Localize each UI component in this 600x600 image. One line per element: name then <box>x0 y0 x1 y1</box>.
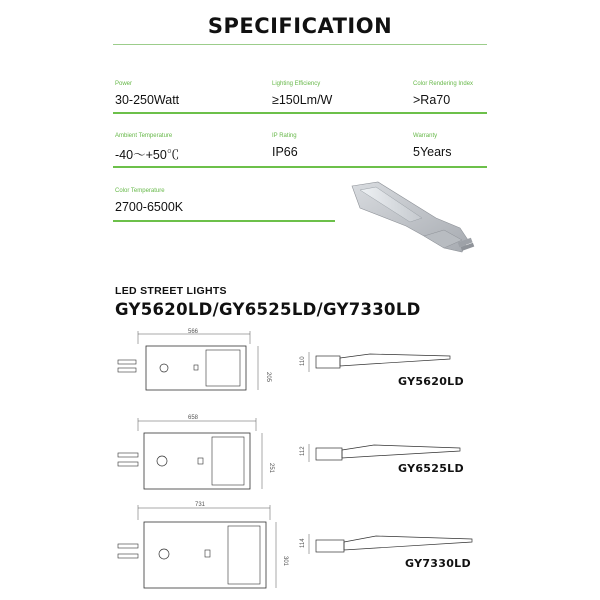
spec-value-warranty: 5Years <box>413 145 452 159</box>
spec-row-divider <box>113 220 335 222</box>
spec-value-cct: 2700-6500K <box>115 200 184 214</box>
top-view-drawing-gy5620ld <box>110 328 280 398</box>
top-view-drawing-gy7330ld <box>110 498 290 593</box>
spec-row-divider <box>113 112 487 114</box>
title-underline <box>113 44 487 45</box>
model-label-gy6525ld: GY6525LD <box>398 462 464 475</box>
dimension-length: 658 <box>188 415 199 421</box>
spec-value-cri: >Ra70 <box>413 93 451 107</box>
spec-value-ambient: -40〜+50℃ <box>115 148 180 162</box>
dimension-height: 114 <box>300 538 306 548</box>
model-label-gy5620ld: GY5620LD <box>398 375 464 388</box>
page-title: SPECIFICATION <box>207 14 393 38</box>
dimension-width: 205 <box>265 372 271 383</box>
models-title: GY5620LD/GY6525LD/GY7330LD <box>115 300 421 319</box>
spec-label-cct: Color Temperature <box>115 188 165 194</box>
dimension-length: 566 <box>188 329 199 335</box>
dimension-height: 110 <box>300 356 306 366</box>
model-label-gy7330ld: GY7330LD <box>405 557 471 570</box>
spec-label-warranty: Warranty <box>413 133 438 139</box>
spec-value-power: 30-250Watt <box>115 93 180 107</box>
side-view-drawing-gy7330ld <box>300 530 480 560</box>
spec-label-ambient: Ambient Temperature <box>115 133 173 139</box>
side-view-drawing-gy5620ld <box>300 348 470 378</box>
dimension-width: 301 <box>282 556 288 567</box>
spec-label-efficiency: Lighting Efficiency <box>272 81 321 87</box>
spec-value-efficiency: ≥150Lm/W <box>272 93 333 107</box>
dimension-length: 731 <box>195 502 206 508</box>
spec-value-ip: IP66 <box>272 145 298 159</box>
spec-label-power: Power <box>115 81 133 87</box>
street-light-photo <box>340 178 490 268</box>
spec-row-divider <box>113 166 487 168</box>
top-view-drawing-gy6525ld <box>110 413 280 493</box>
section-title: LED STREET LIGHTS <box>115 285 227 297</box>
spec-label-cri: Color Rendering Index <box>413 81 474 87</box>
dimension-width: 251 <box>268 463 274 474</box>
spec-label-ip: IP Rating <box>272 133 297 139</box>
dimension-height: 112 <box>300 446 306 456</box>
